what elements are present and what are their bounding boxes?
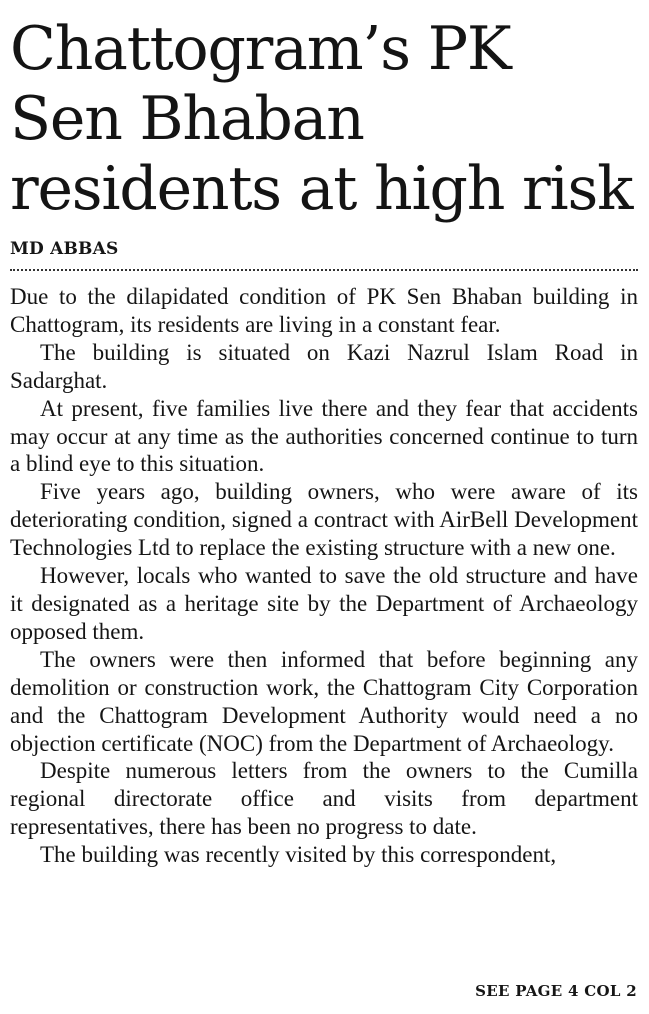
dotted-divider [10,269,638,271]
continuation-reference: SEE PAGE 4 COL 2 [475,982,637,1000]
paragraph: Due to the dilapidated condition of PK Sen Bhaban building in Chattogram, its residents are living in a constant fear. [10,284,638,337]
paragraph: The building is situated on Kazi Nazrul Islam Road in Sadarghat. [10,339,638,393]
paragraph: The building was recently visited by this correspondent, [40,842,557,868]
paragraph: Despite numerous letters from the owners to the Cumilla regional directorate office and visits from department representatives, there has been no progress to date. [10,758,638,840]
paragraph: Five years ago, building owners, who were aware of its deteriorating condition, signed a contract with AirBell Development Technologies Ltd to replace the existing structure with a new one. [10,479,638,561]
article [10,14,638,869]
paragraph: However, locals who wanted to save the old structure and have it designated as a heritage site by the Department of Archaeology opposed them. [10,563,638,644]
paragraph: The owners were then informed that before beginning any demolition or construction work, the Chattogram City Corporation and the Chattogram Development Authority would need a no objection certificate (NOC) from the Department of Archaeology. [10,646,638,756]
paragraph: At present, five families live there and they fear that accidents may occur at any time as the authorities concerned continue to turn a blind eye to this situation. [10,395,638,477]
headline: Chattogram’s PK Sen Bhaban residents at high risk [10,14,633,224]
byline: MD ABBAS [10,239,119,259]
article-body [10,283,638,869]
